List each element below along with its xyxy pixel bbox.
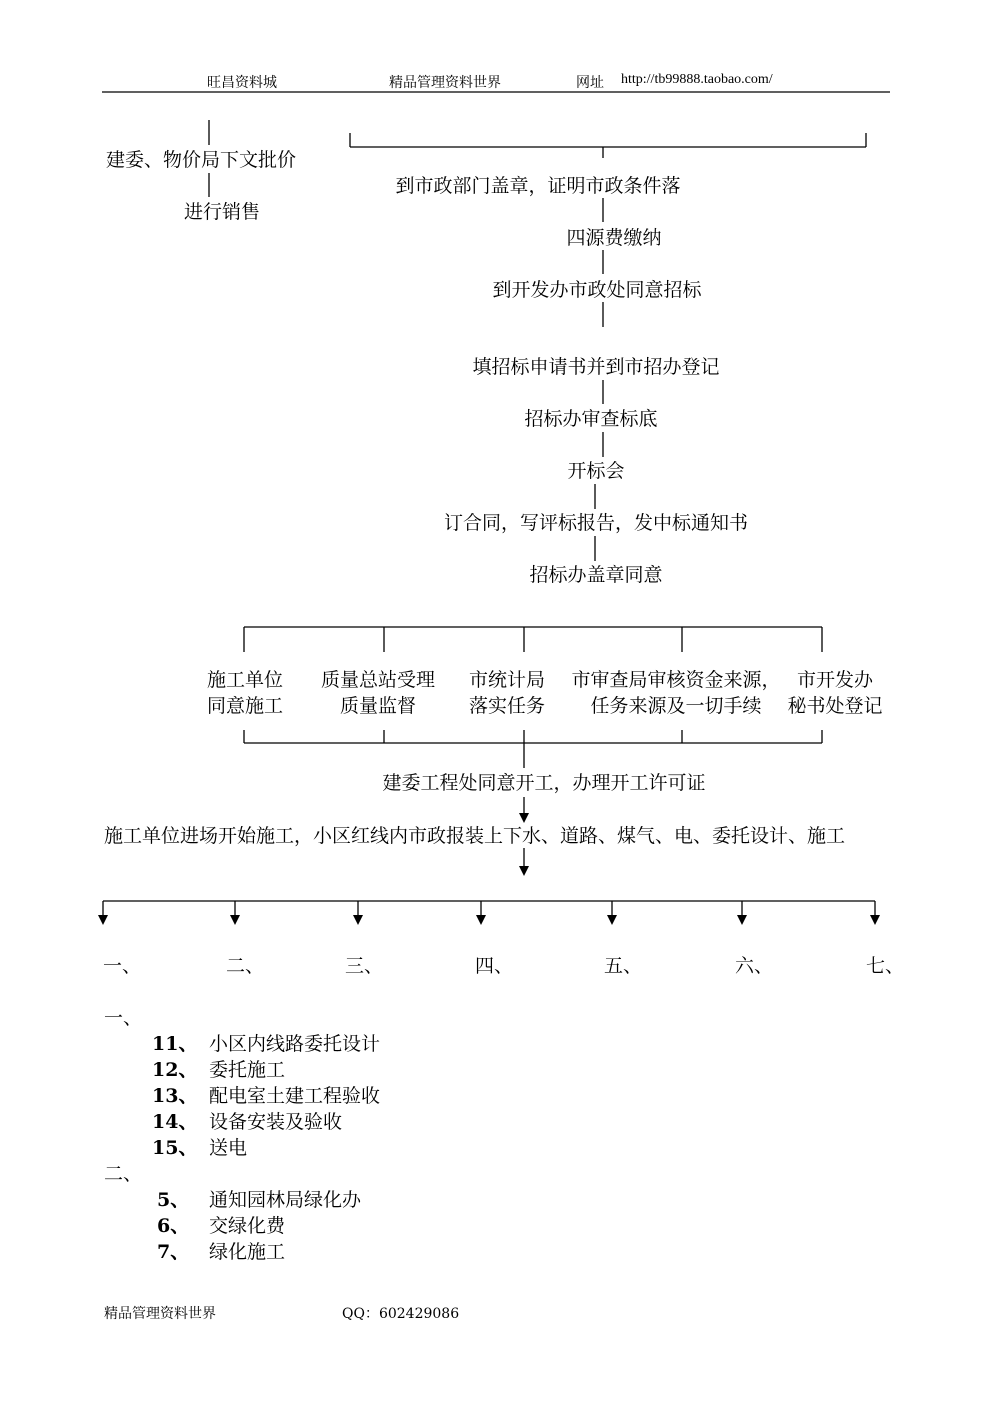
parallel-line2: 质量监督	[339, 695, 417, 717]
footer-qq: QQ：602429086	[342, 1306, 460, 1322]
flow-step-base-price-review: 招标办审查标底	[524, 408, 658, 430]
section2-item-text: 通知园林局绿化办	[209, 1189, 362, 1211]
section1-item-num: 12、	[152, 1059, 198, 1081]
parallel-line1: 质量总站受理	[320, 669, 436, 691]
parallel-line1: 施工单位	[206, 669, 284, 691]
branch-label-7: 七、	[866, 955, 905, 977]
flow-step-four-source-fee: 四源费缴纳	[566, 227, 662, 249]
parallel-line1: 市审查局审核资金来源，	[571, 669, 781, 691]
header-middle: 精品管理资料世界	[389, 75, 501, 91]
left-step-price-approval: 建委、物价局下文批价	[106, 149, 297, 171]
header-left: 旺昌资料城	[207, 75, 277, 91]
section1-heading: 一、	[104, 1007, 143, 1029]
section1-item-text: 送电	[209, 1137, 248, 1159]
branch-label-4: 四、	[475, 955, 514, 977]
flow-step-construction-permit: 建委工程处同意开工，办理开工许可证	[382, 772, 706, 794]
parallel-line2: 同意施工	[206, 695, 284, 717]
parallel-line2: 秘书处登记	[787, 695, 883, 717]
branch-label-5: 五、	[604, 955, 643, 977]
section1-item-num: 14、	[152, 1111, 198, 1133]
footer-left: 精品管理资料世界	[104, 1306, 216, 1322]
section2-heading: 二、	[104, 1163, 143, 1185]
parallel-line1: 市统计局	[468, 669, 546, 691]
left-step-sales: 进行销售	[184, 201, 261, 223]
header-url-label: 网址	[576, 75, 604, 91]
flow-step-tender-registration: 填招标申请书并到市招办登记	[472, 356, 720, 378]
branch-label-2: 二、	[226, 955, 265, 977]
section1-item-text: 配电室土建工程验收	[209, 1085, 381, 1107]
section1-item-num: 11、	[152, 1033, 198, 1055]
parallel-quality-station	[321, 668, 435, 718]
branch-label-6: 六、	[735, 955, 774, 977]
section1-item-num: 15、	[152, 1137, 198, 1159]
flow-step-municipal-stamp: 到市政部门盖章，证明市政条件落	[395, 175, 681, 197]
parallel-audit-bureau	[571, 668, 780, 718]
parallel-development-office	[787, 668, 882, 718]
flow-step-tender-office-stamp: 招标办盖章同意	[529, 564, 663, 586]
flow-step-contract-signing: 订合同，写评标报告，发中标通知书	[443, 512, 749, 534]
parallel-statistics-bureau	[469, 668, 545, 718]
flow-step-tender-approval: 到开发办市政处同意招标	[492, 279, 702, 301]
section2-item-text: 绿化施工	[209, 1241, 286, 1263]
parallel-line2: 落实任务	[468, 695, 546, 717]
section1-item-text: 设备安装及验收	[209, 1111, 343, 1133]
parallel-construction-unit	[207, 668, 283, 718]
section1-item-num: 13、	[152, 1085, 198, 1107]
section2-item-num: 6、	[157, 1215, 190, 1237]
header-url-link[interactable]: http://tb99888.taobao.com/	[621, 72, 773, 87]
section2-item-text: 交绿化费	[209, 1215, 286, 1237]
section2-item-num: 7、	[157, 1241, 190, 1263]
section1-item-text: 委托施工	[209, 1059, 286, 1081]
branch-label-1: 一、	[103, 955, 142, 977]
parallel-line1: 市开发办	[796, 669, 874, 691]
branch-label-3: 三、	[345, 955, 384, 977]
flow-step-construction-start: 施工单位进场开始施工，小区红线内市政报装上下水、道路、煤气、电、委托设计、施工	[104, 825, 846, 847]
flow-step-bid-opening: 开标会	[567, 460, 625, 482]
section1-item-text: 小区内线路委托设计	[209, 1033, 381, 1055]
parallel-line2: 任务来源及一切手续	[590, 695, 762, 717]
section2-item-num: 5、	[157, 1189, 190, 1211]
